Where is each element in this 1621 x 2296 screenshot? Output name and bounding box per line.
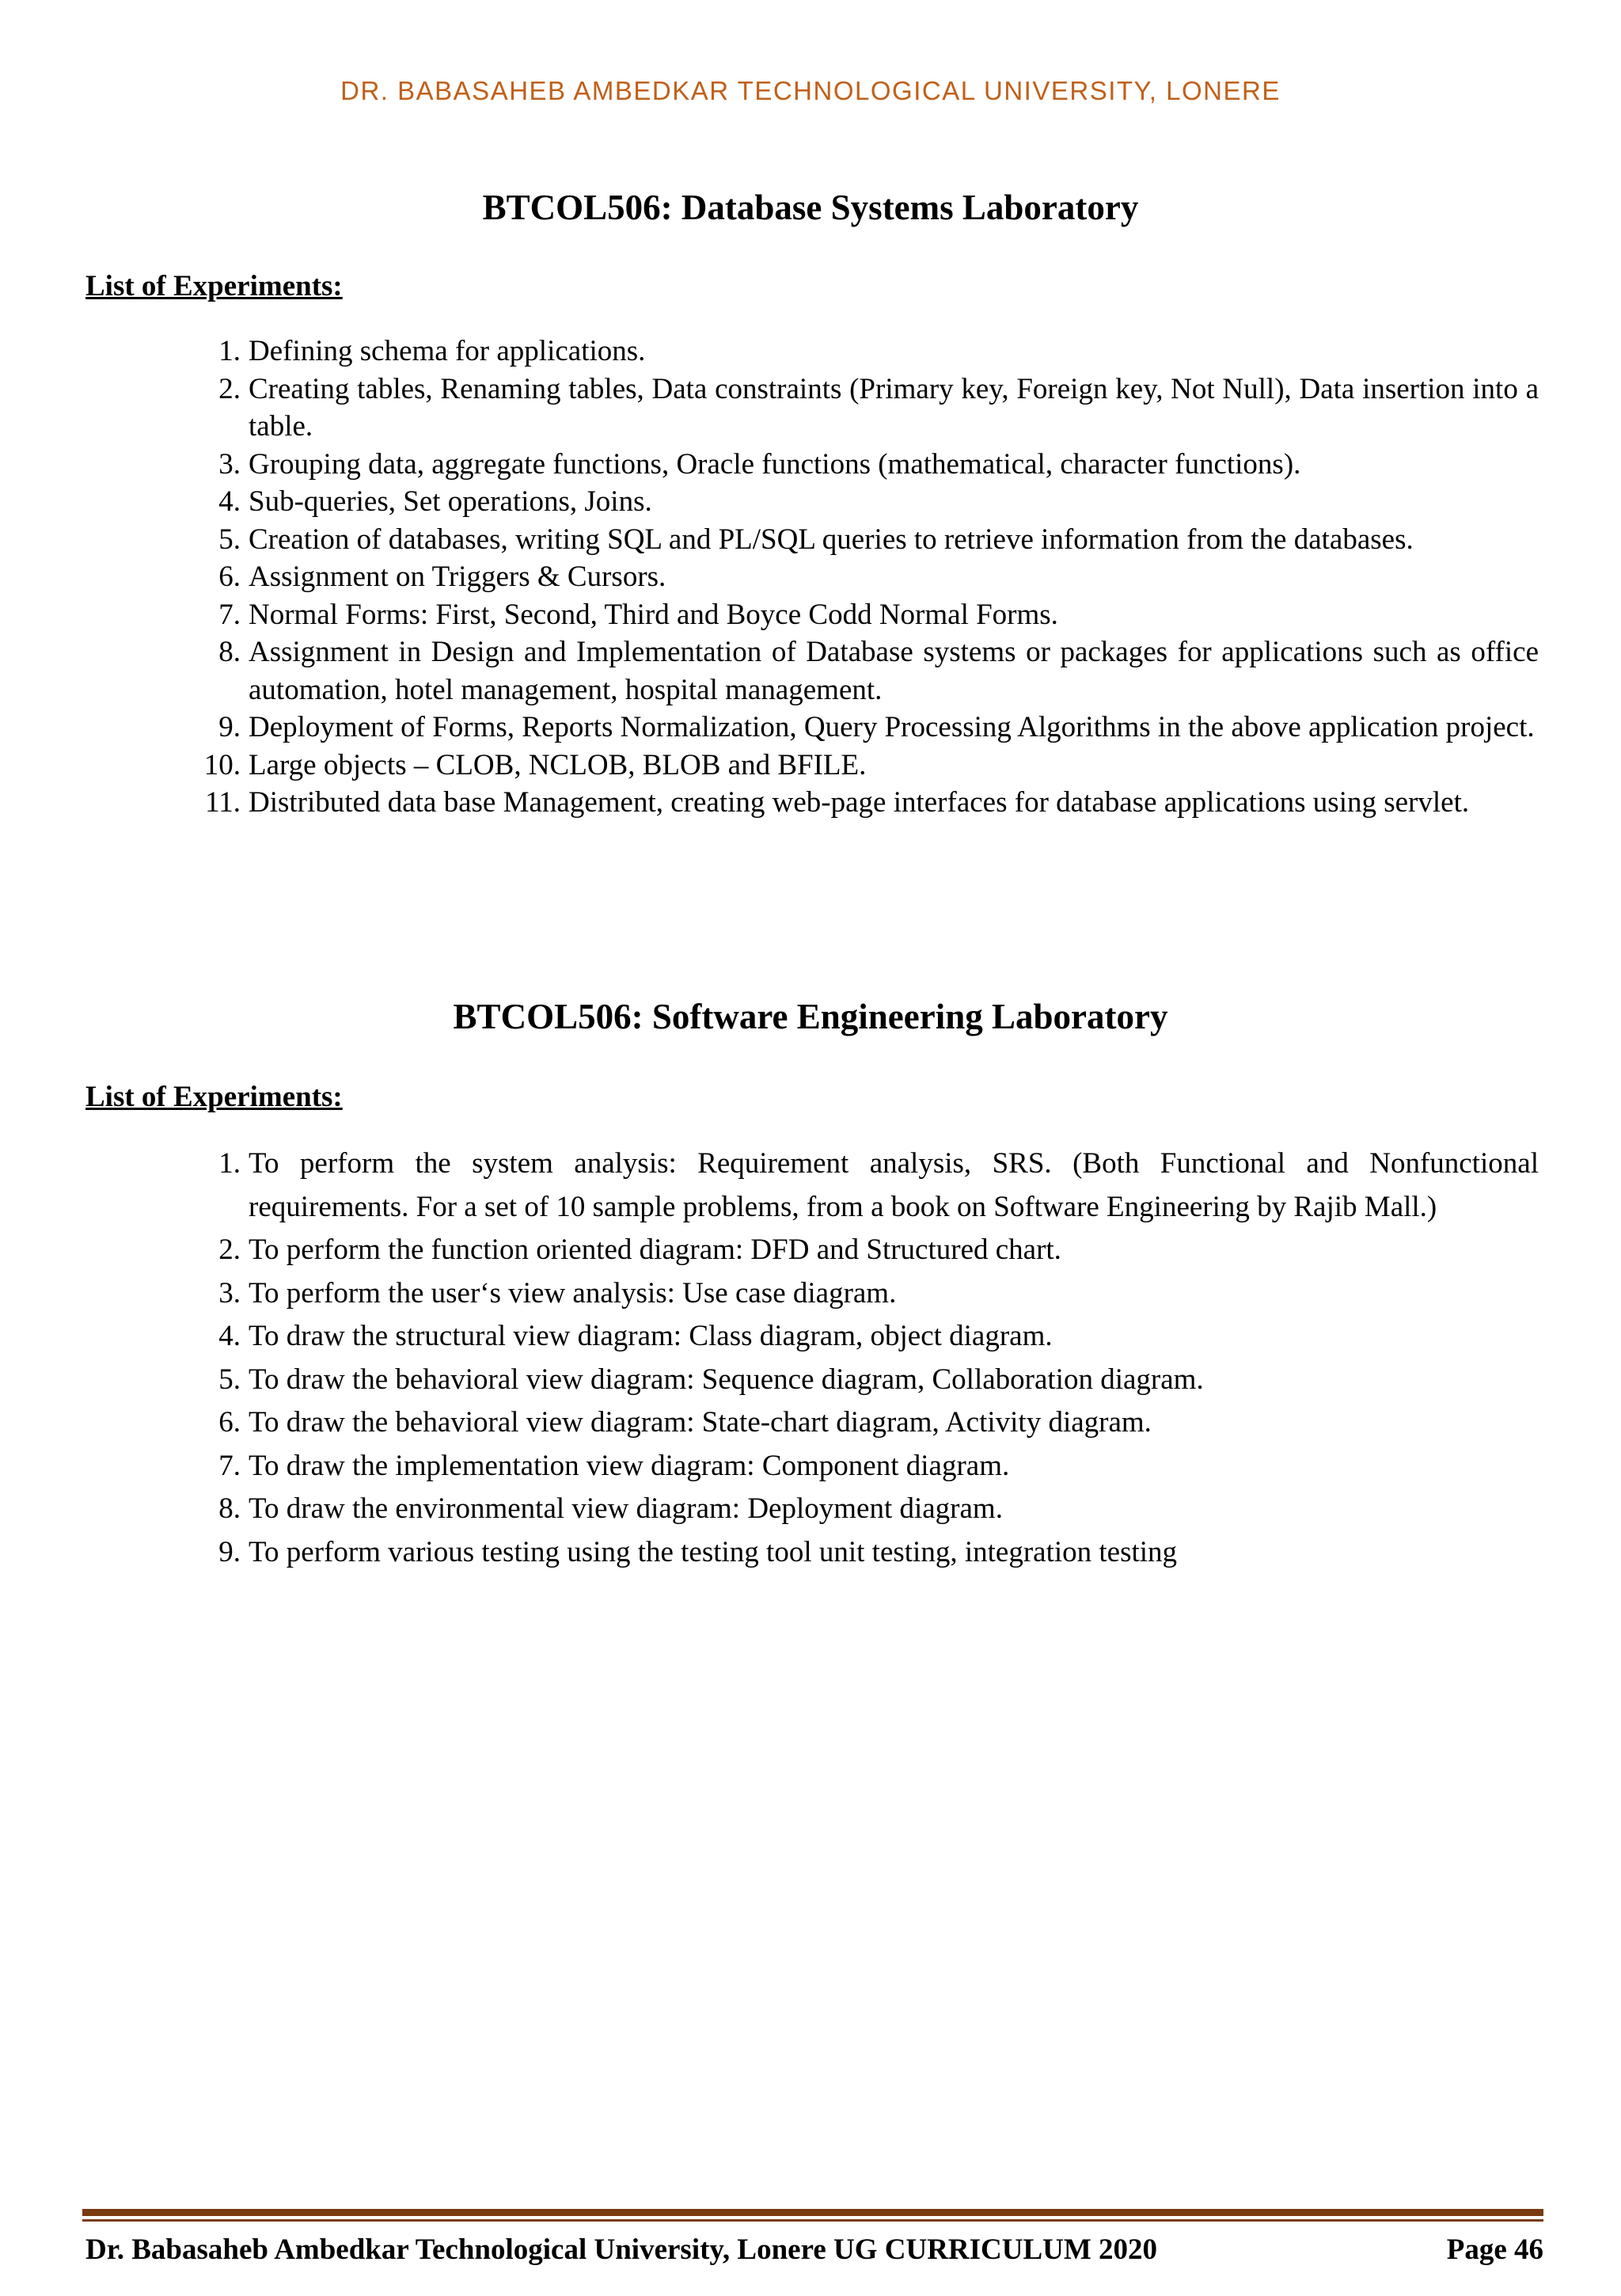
item-text: To draw the environmental view diagram: Deployment diagram. [249, 1492, 1003, 1525]
section-title-database: BTCOL506: Database Systems Laboratory [482, 188, 1139, 227]
item-text: Deployment of Forms, Reports Normalization, Query Processing Algorithms in the above application project. [249, 711, 1535, 743]
list-item [199, 633, 1539, 709]
item-text: To draw the implementation view diagram: Component diagram. [249, 1449, 1010, 1482]
item-text: Assignment in Design and Implementation of Database systems or packages for applications such as office automation, hotel management, hospital management. [249, 636, 1539, 706]
list-item [199, 709, 1539, 747]
item-number: 9. [218, 1535, 241, 1568]
software-engineering-experiments-list [199, 1142, 1539, 1574]
list-item [199, 1272, 1539, 1316]
list-item [199, 1401, 1539, 1445]
item-text: Creating tables, Renaming tables, Data constraints (Primary key, Foreign key, Not Null), Data insertion into a table. [249, 372, 1539, 443]
item-number: 6. [218, 561, 241, 593]
item-text: To draw the behavioral view diagram: State-chart diagram, Activity diagram. [249, 1406, 1152, 1439]
item-number: 5. [218, 523, 241, 556]
item-number: 10. [203, 748, 241, 781]
item-number: 3. [218, 447, 241, 481]
database-experiments-list [199, 333, 1539, 822]
item-text: To draw the structural view diagram: Class diagram, object diagram. [249, 1320, 1053, 1352]
list-item [199, 1229, 1539, 1272]
item-text: Assignment on Triggers & Cursors. [249, 561, 666, 593]
list-item [199, 1531, 1539, 1575]
item-number: 8. [218, 636, 241, 668]
item-number: 4. [218, 485, 241, 518]
item-number: 9. [218, 711, 241, 743]
item-text: Distributed data base Management, creating web-page interfaces for database applications using servlet. [249, 786, 1470, 819]
list-item [199, 1488, 1539, 1531]
item-text: To perform the user‘s view analysis: Use case diagram. [249, 1276, 897, 1310]
page-number: Page 46 [1446, 2233, 1543, 2266]
list-item [199, 558, 1539, 596]
section-title-software-engineering: BTCOL506: Software Engineering Laboratory [453, 997, 1168, 1036]
footer-divider-thin [82, 2219, 1543, 2222]
list-item [199, 371, 1539, 446]
list-item [199, 521, 1539, 559]
item-number: 3. [218, 1276, 241, 1310]
item-text: Large objects – CLOB, NCLOB, BLOB and BFILE. [249, 748, 867, 781]
item-text: To perform the function oriented diagram: DFD and Structured chart. [249, 1234, 1061, 1266]
item-number: 8. [218, 1492, 241, 1525]
item-number: 1. [218, 1147, 241, 1180]
item-text: Sub-queries, Set operations, Joins. [249, 485, 652, 518]
item-number: 2. [218, 372, 241, 405]
list-item [199, 1142, 1539, 1229]
item-number: 11. [205, 786, 241, 819]
item-number: 7. [218, 1449, 241, 1482]
item-text: Normal Forms: First, Second, Third and Boyce Codd Normal Forms. [249, 598, 1058, 631]
list-item [199, 747, 1539, 785]
list-item [199, 333, 1539, 371]
item-number: 5. [218, 1363, 241, 1396]
item-number: 6. [218, 1406, 241, 1439]
item-number: 4. [218, 1320, 241, 1352]
item-text: Grouping data, aggregate functions, Oracle functions (mathematical, character functions). [249, 447, 1301, 481]
item-text: To draw the behavioral view diagram: Sequence diagram, Collaboration diagram. [249, 1363, 1204, 1396]
list-item [199, 446, 1539, 484]
list-item [199, 596, 1539, 634]
list-item [199, 1445, 1539, 1488]
page-header: DR. BABASAHEB AMBEDKAR TECHNOLOGICAL UNIVERSITY, LONERE [340, 76, 1281, 105]
item-number: 1. [218, 335, 241, 367]
list-of-experiments-heading: List of Experiments: [85, 270, 343, 302]
footer-text: Dr. Babasaheb Ambedkar Technological University, Lonere UG CURRICULUM 2020 [85, 2233, 1158, 2266]
item-text: To perform the system analysis: Requirement analysis, SRS. (Both Functional and Nonfunctional requirements. For a set of 10 sample problems, from a book on Software Engineering by Rajib Mall.) [249, 1147, 1539, 1223]
item-number: 7. [218, 598, 241, 631]
item-text: Creation of databases, writing SQL and PL/SQL queries to retrieve information from the databases. [249, 523, 1414, 556]
list-item [199, 1359, 1539, 1402]
footer-divider [82, 2209, 1543, 2216]
item-number: 2. [218, 1234, 241, 1266]
list-item [199, 483, 1539, 521]
list-item [199, 1315, 1539, 1359]
item-text: To perform various testing using the testing tool unit testing, integration testing [249, 1535, 1178, 1568]
item-text: Defining schema for applications. [249, 335, 646, 367]
list-of-experiments-heading: List of Experiments: [85, 1081, 343, 1113]
list-item [199, 784, 1539, 822]
